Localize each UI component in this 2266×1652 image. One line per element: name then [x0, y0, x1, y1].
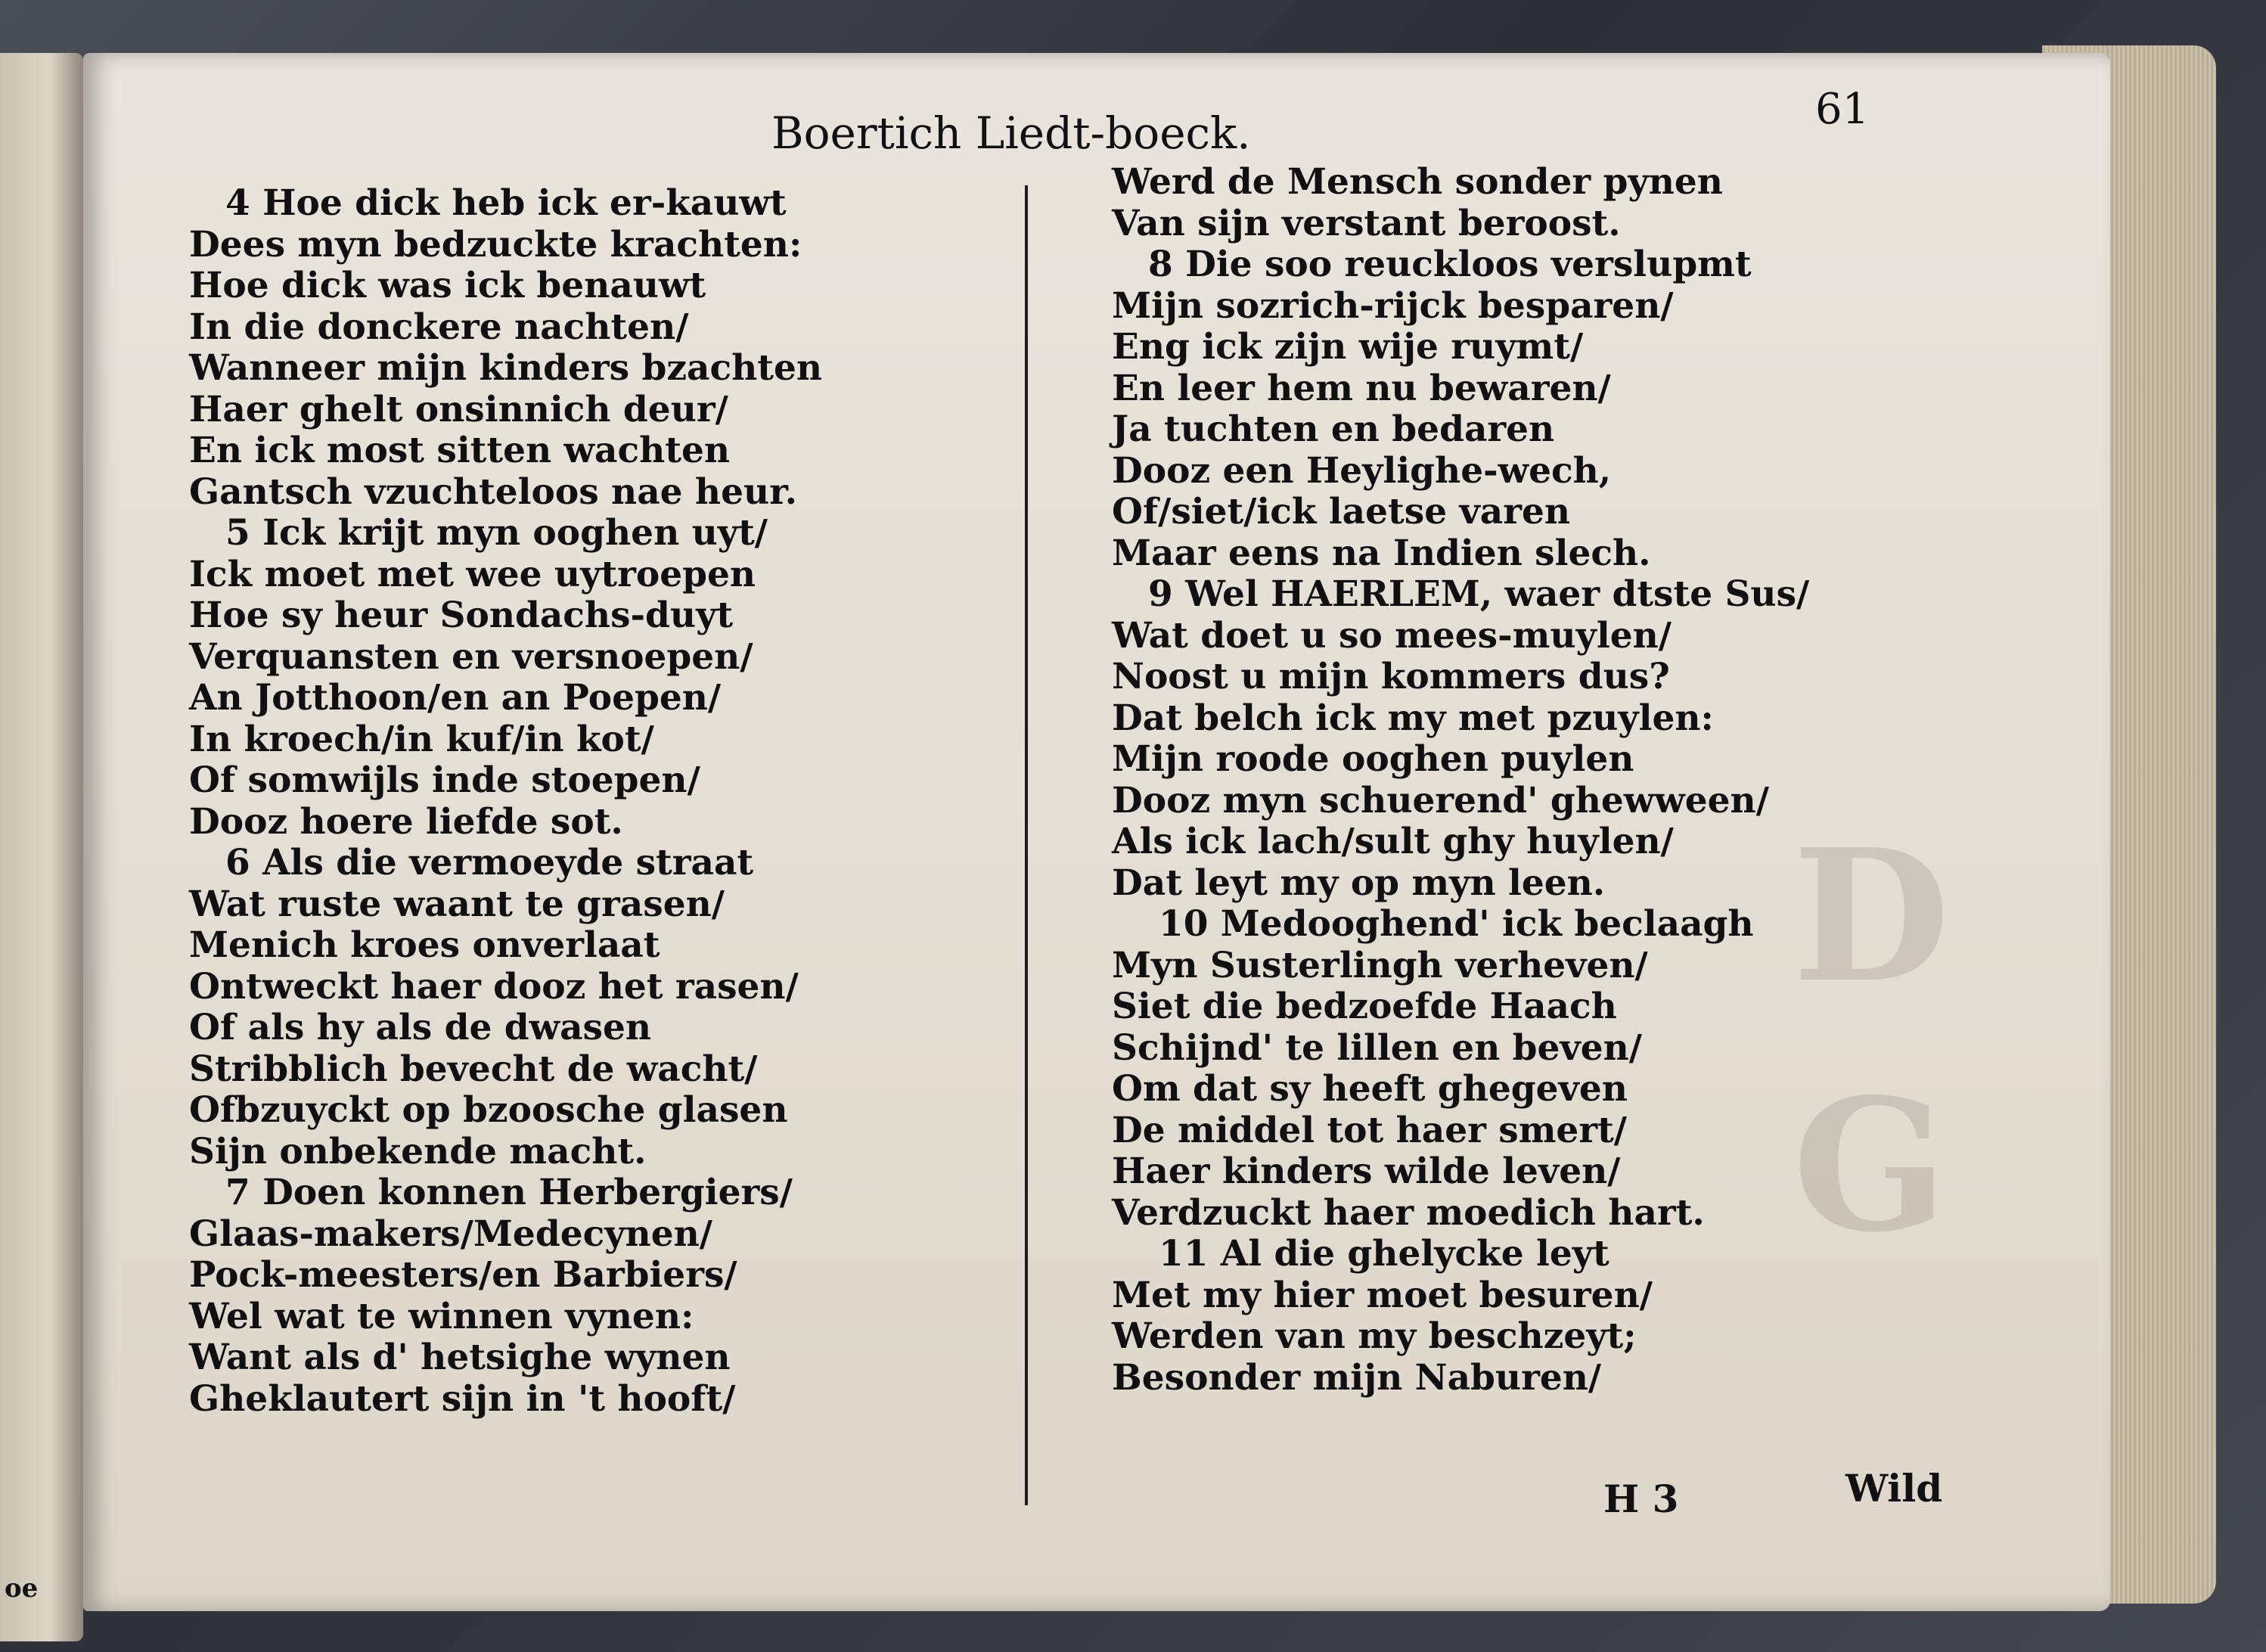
catchword: Wild	[1845, 1466, 1943, 1511]
verse-line: 8 Die soo reuckloos verslupmt	[1148, 244, 1752, 285]
verse-line: En ick most sitten wachten	[189, 430, 731, 471]
verse-line: Siet die bedzoefde Haach	[1112, 986, 1617, 1027]
verse-line: Haer ghelt onsinnich deur/	[189, 388, 728, 430]
verse-line: De middel tot haer smert/	[1112, 1109, 1627, 1151]
page-number: 61	[1815, 85, 1870, 134]
verse-line: Haer kinders wilde leven/	[1112, 1150, 1621, 1192]
verse-line: Of als hy als de dwasen	[189, 1007, 652, 1048]
verse-line: Ick moet met wee uytroepen	[189, 553, 756, 595]
verse-line: 11 Al die ghelycke leyt	[1159, 1233, 1609, 1275]
verse-line: Mijn roode ooghen puylen	[1112, 738, 1634, 780]
verse-line: Schijnd' te lillen en beven/	[1112, 1026, 1642, 1069]
verse-line: An Jotthoon/en an Poepen/	[189, 677, 722, 719]
verse-line: Als ick lach/sult ghy huylen/	[1112, 821, 1674, 862]
verse-line: Verquansten en versnoepen/	[189, 635, 753, 678]
verse-line: Hoe dick was ick benauwt	[189, 265, 706, 306]
verse-line: Verdzuckt haer moedich hart.	[1112, 1191, 1705, 1234]
verse-line: Gheklautert sijn in 't hooft/	[189, 1377, 736, 1420]
facing-page-edge	[0, 53, 83, 1641]
verse-line: Of somwijls inde stoepen/	[189, 759, 700, 801]
verse-line: Werden van my beschzeyt;	[1112, 1315, 1637, 1357]
verse-line: Werd de Mensch sonder pynen	[1112, 161, 1723, 203]
verse-line: Wat doet u so mees-muylen/	[1112, 614, 1672, 657]
facing-page-fragment: oe	[5, 1573, 39, 1604]
verse-line: Want als d' hetsighe wynen	[189, 1337, 731, 1378]
verse-line: Ja tuchten en bedaren	[1112, 408, 1555, 450]
verse-line: Ofbzuyckt op bzoosche glasen	[189, 1089, 788, 1131]
show-through-ghost: D	[1793, 809, 1958, 1023]
verse-line: Pock-meesters/en Barbiers/	[189, 1254, 737, 1296]
verse-line: Noost u mijn kommers dus?	[1112, 656, 1670, 697]
verse-line: 5 Ick krijt myn ooghen uyt/	[225, 512, 768, 554]
verse-line: Dees myn bedzuckte krachten:	[189, 223, 802, 266]
verse-line: Gantsch vzuchteloos nae heur.	[189, 470, 797, 513]
verse-line: Myn Susterlingh verheven/	[1112, 944, 1648, 986]
verse-line: Menich kroes onverlaat	[189, 924, 660, 966]
verse-line: Hoe sy heur Sondachs-duyt	[189, 595, 734, 636]
verse-line: Glaas-makers/Medecynen/	[189, 1213, 712, 1255]
verse-line: Besonder mijn Naburen/	[1112, 1356, 1602, 1399]
signature-mark: H 3	[1603, 1477, 1679, 1521]
verse-line: En leer hem nu bewaren/	[1112, 367, 1611, 409]
verse-line: Van sijn verstant beroost.	[1112, 202, 1621, 244]
verse-line: 4 Hoe dick heb ick er-kauwt	[225, 182, 787, 224]
verse-line: Wel wat te winnen vynen:	[189, 1295, 694, 1337]
verse-line: Eng ick zijn wije ruymt/	[1112, 326, 1584, 368]
verse-line: Stribblich bevecht de wacht/	[189, 1048, 758, 1090]
running-head: Boertich Liedt-boeck.	[771, 107, 1251, 159]
column-rule	[1025, 185, 1028, 1505]
verse-line: Wat ruste waant te grasen/	[189, 883, 725, 925]
verse-line: In die donckere nachten/	[189, 306, 689, 348]
verse-line: Met my hier moet besuren/	[1112, 1274, 1653, 1316]
verse-line: Of/siet/ick laetse varen	[1112, 491, 1571, 533]
verse-line: 6 Als die vermoeyde straat	[225, 842, 754, 883]
verse-line: Dat belch ick my met pzuylen:	[1112, 697, 1714, 739]
verse-line: Mijn sozrich-rijck besparen/	[1112, 284, 1674, 327]
verse-line: 9 Wel HAERLEM, waer dtste Sus/	[1148, 573, 1810, 615]
right-column	[1112, 162, 1944, 1399]
verse-line: Maar eens na Indien slech.	[1112, 532, 1651, 574]
verse-line: Wanneer mijn kinders bzachten	[189, 347, 823, 389]
verse-line: Dat leyt my op myn leen.	[1112, 862, 1606, 904]
verse-line: 10 Medooghend' ick beclaagh	[1159, 903, 1754, 945]
show-through-ghost: G	[1793, 1059, 1955, 1272]
verse-line: Sijn onbekende macht.	[189, 1130, 647, 1172]
verse-line: Dooz hoere liefde sot.	[189, 800, 623, 843]
verse-line: Om dat sy heeft ghegeven	[1112, 1068, 1628, 1110]
verse-line: In kroech/in kuf/in kot/	[189, 718, 654, 760]
verse-line: Ontweckt haer dooz het rasen/	[189, 965, 799, 1008]
verse-line: Dooz myn schuerend' ghewween/	[1112, 779, 1769, 821]
verse-line: Dooz een Heylighe-wech,	[1112, 449, 1612, 492]
verse-line: 7 Doen konnen Herbergiers/	[225, 1172, 793, 1213]
left-column	[189, 183, 1006, 1420]
